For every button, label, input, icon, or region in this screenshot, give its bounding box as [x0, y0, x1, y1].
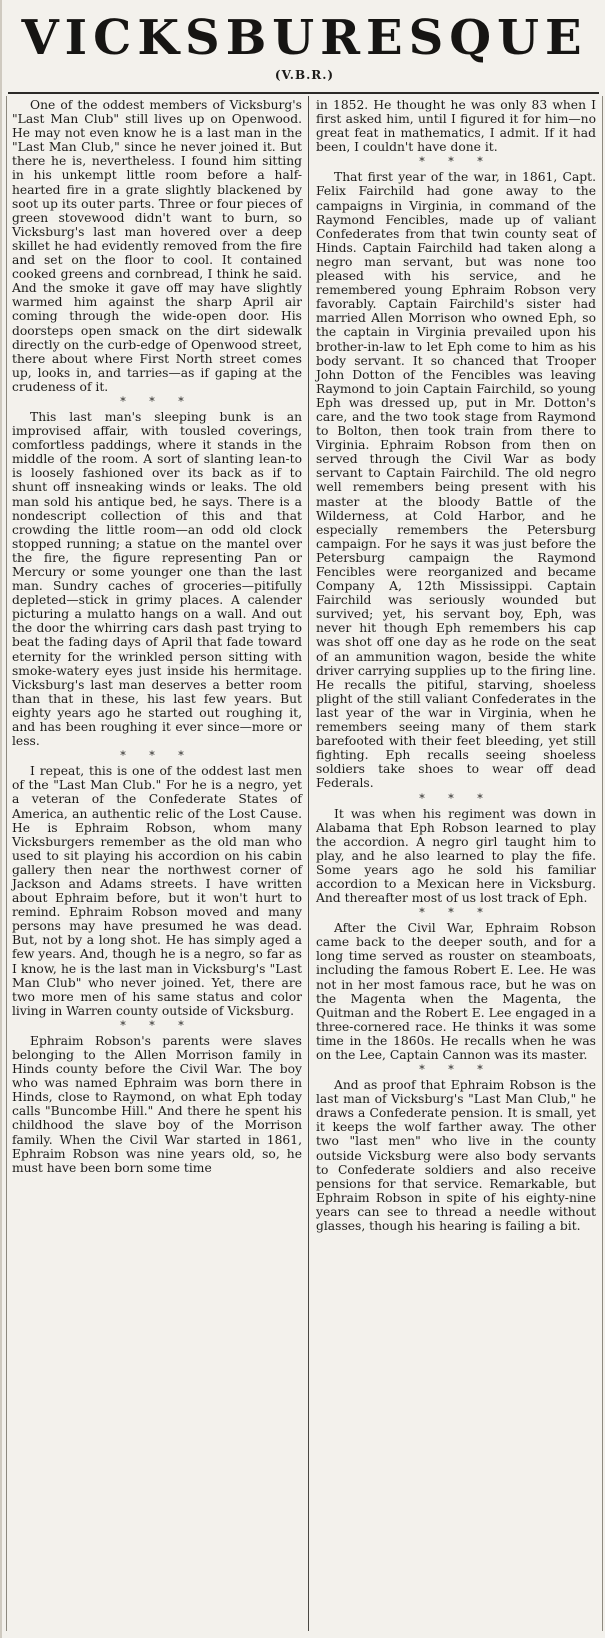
title-rule — [8, 92, 599, 94]
section-separator: * * * — [419, 155, 493, 169]
paragraph: Ephraim Robson's parents were slaves belonging to the Allen Morrison family in Hinds county before the Civil War. The boy who was named Ephraim was born there in Hinds, close to Raymond, on what Eph today calls "Buncombe Hill." And there he spent his childhood the slave boy of the Morrison family. When the Civil War started in 1861, Ephraim Robson was nine years old, so, he must have been born some time — [12, 1033, 302, 1175]
column-divider — [308, 96, 309, 1631]
paragraph: And as proof that Ephraim Robson is the last man of Vicksburg's "Last Man Club," he draws a Confederate pension. It is small, yet it keeps the wolf farther away. The other two "last men" who live in the county outside Vicksburg were also body servants to Confederate soldiers and also receive pensions for that service. Remarkable, but Ephraim Robson in spite of his eighty-nine years can see to thread a needle without glasses, though his hearing is failing a bit. — [316, 1078, 596, 1234]
byline: (V.B.R.) — [274, 68, 335, 82]
left-column — [12, 98, 302, 1177]
paragraph: I repeat, this is one of the oddest last men of the "Last Man Club." For he is a negro, yet a veteran of the Confederate States of America, an authentic relic of the Lost Cause. He is Ephraim Robson, whom many Vicksburgers remember as the old man who used to sit playing his accordion on his cabin gallery then near the northwest corner of Jackson and Adams streets. I have written about Ephraim before, but it won't hurt to remind. Ephraim Robson moved and many persons may have presumed he was dead. But, not by a long shot. He has simply aged a few years. And, though he is a negro, so far as I know, he is the last man in Vicksburg's "Last Man Club" who never joined. Yet, there are two more men of his same status and color living in Warren county outside of Vicksburg. — [12, 764, 302, 1018]
paragraph: in 1852. He thought he was only 83 when I first asked him, until I figured it for him—no great feat in mathematics, I admit. If it had been, I couldn't have done it. — [316, 98, 596, 155]
paragraph: That first year of the war, in 1861, Capt. Felix Fairchild had gone away to the campaigns in Virginia, in command of the Raymond Fencibles, made up of valiant Confederates from that twin county seat of Hinds. Captain Fairchild had taken along a negro man servant, but was none too pleased with his service, and he remembered young Ephraim Robson very favorably. Captain Fairchild's sister had married Allen Morrison who owned Eph, so the captain in Virginia prevailed upon his brother-in-law to let Eph come to him as his body servant. It so chanced that Trooper John Dotton of the Fencibles was leaving Raymond to join Captain Fairchild, so young Eph was dressed up, put in Mr. Dotton's care, and the two took stage from Raymond to Bolton, then took train from there to Virginia. Ephraim Robson from then on served through the Civil War as body servant to Captain Fairchild. The old negro well remembers being present with his master at the bloody Battle of the Wilderness, at Cold Harbor, and he especially remembers the Petersburg campaign. For he says it was just before the Petersburg campaign the Raymond Fencibles were reorganized and became Company A, 12th Mississippi. Captain Fairchild was seriously wounded but survived; yet, his servant boy, Eph, was never hit though Eph remembers his cap was shot off one day as he rode on the seat of an ammunition wagon, beside the white driver carrying supplies up to the firing line. He recalls the pitiful, starving, shoeless plight of the still valiant Confederates in the last year of the war in Virginia, when he remembers seeing many of them stark barefooted with their feet bleeding, yet still fighting. Eph recalls seeing shoeless soldiers take shoes to wear off dead Federals. — [316, 170, 596, 791]
section-separator: * * * — [120, 1018, 194, 1032]
paragraph: It was when his regiment was down in Alabama that Eph Robson learned to play the accordion. A negro girl taught him to play, and he also learned to play the fife. Some years ago he sold his familiar accordion to a Mexican here in Vicksburg. And thereafter most of us lost track of Eph. — [316, 806, 596, 906]
section-separator: * * * — [419, 791, 493, 805]
section-separator: * * * — [120, 394, 194, 408]
column-title: VICKSBURESQUE — [21, 10, 588, 66]
section-separator: * * * — [120, 749, 194, 763]
paragraph: After the Civil War, Ephraim Robson came back to the deeper south, and for a long time served as rouster on steamboats, including the famous Robert E. Lee. He was not in her most famous race, but he was on the Magenta when the Magenta, the Quitman and the Robert E. Lee engaged in a three-cornered race. He thinks it was some time in the 1860s. He recalls when he was on the Lee, Captain Cannon was its master. — [316, 921, 596, 1062]
section-separator: * * * — [419, 1063, 493, 1077]
right-column — [316, 98, 596, 1235]
section-separator: * * * — [419, 906, 493, 920]
left-border-rule — [6, 96, 7, 1631]
paragraph: One of the oddest members of Vicksburg's "Last Man Club" still lives up on Openwood. He may not even know he is a last man in the "Last Man Club," since he never joined it. But there he is, nevertheless. I found him sitting in his unkempt little room before a half-hearted fire in a grate slightly blackened by soot up its outer parts. Three or four pieces of green stovewood didn't want to burn, so Vicksburg's last man hovered over a deep skillet he had evidently removed from the fire and set on the floor to cool. It contained cooked greens and cornbread, I think he said. And the smoke it gave off may have slightly warmed him against the sharp April air coming through the wide-open door. His doorsteps open smack on the dirt sidewalk directly on the curb-edge of Openwood street, there about where First North street comes up, looks in, and tarries—as if gaping at the crudeness of it. — [12, 98, 302, 394]
paragraph: This last man's sleeping bunk is an improvised affair, with tousled coverings, comfortless paddings, where it stands in the middle of the room. A sort of slanting lean-to is loosely fashioned over its back as if to shunt off insneaking winds or leaks. The old man sold his antique bed, he says. There is a nondescript collection of this and that crowding the little room—an odd old clock stopped running; a statue on the mantel over the fire, the figure representing Pan or Mercury or some younger one than the last man. Sundry caches of groceries—pitifully depleted—stick in grimy places. A calender picturing a mulatto hangs on a wall. And out the door the whirring cars dash past trying to beat the fading days of April that fade toward eternity for the wrinkled person sitting with smoke-watery eyes just inside his hermitage. Vicksburg's last man deserves a better room than that in these, his last few years. But eighty years ago he started out roughing it, and has been roughing it ever since—more or less. — [12, 409, 302, 749]
right-border-rule — [602, 96, 603, 1631]
